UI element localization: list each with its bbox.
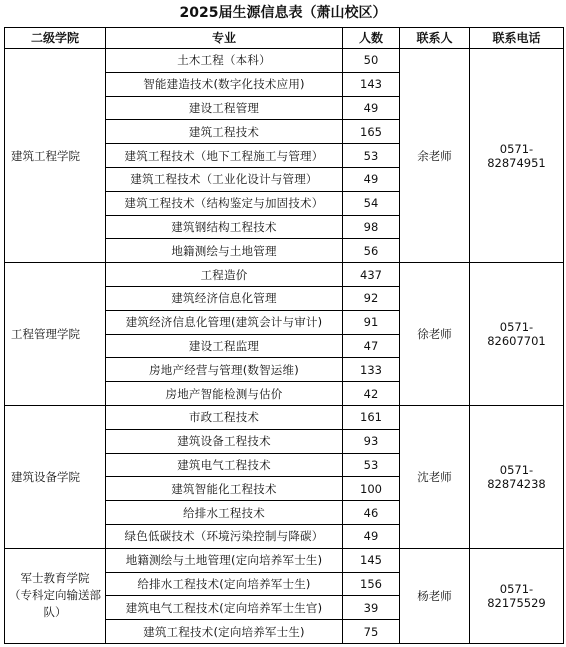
header-college: 二级学院 (5, 28, 106, 49)
count-cell: 75 (343, 620, 400, 644)
phone-cell: 0571-82175529 (470, 548, 564, 643)
major-cell: 建筑经济信息化管理 (106, 286, 343, 310)
count-cell: 161 (343, 405, 400, 429)
major-cell: 建筑钢结构工程技术 (106, 215, 343, 239)
count-cell: 93 (343, 429, 400, 453)
count-cell: 100 (343, 477, 400, 501)
major-cell: 地籍测绘与土地管理 (106, 239, 343, 263)
count-cell: 49 (343, 96, 400, 120)
header-contact: 联系人 (400, 28, 470, 49)
major-cell: 建筑工程技术(定向培养军士生) (106, 620, 343, 644)
count-cell: 156 (343, 572, 400, 596)
major-cell: 绿色低碳技术（环境污染控制与降碳） (106, 524, 343, 548)
contact-cell: 徐老师 (400, 263, 470, 406)
count-cell: 133 (343, 358, 400, 382)
header-phone: 联系电话 (470, 28, 564, 49)
major-cell: 建设工程管理 (106, 96, 343, 120)
count-cell: 42 (343, 382, 400, 406)
phone-cell: 0571-82607701 (470, 263, 564, 406)
major-cell: 建筑经济信息化管理(建筑会计与审计) (106, 310, 343, 334)
count-cell: 53 (343, 144, 400, 168)
major-cell: 建筑电气工程技术(定向培养军士生官) (106, 596, 343, 620)
contact-cell: 余老师 (400, 49, 470, 263)
count-cell: 92 (343, 286, 400, 310)
table-row (5, 263, 564, 287)
count-cell: 56 (343, 239, 400, 263)
count-cell: 49 (343, 167, 400, 191)
major-cell: 建筑工程技术（工业化设计与管理） (106, 167, 343, 191)
table-row (5, 548, 564, 572)
major-cell: 给排水工程技术(定向培养军士生) (106, 572, 343, 596)
major-cell: 建筑工程技术（地下工程施工与管理） (106, 144, 343, 168)
header-major: 专业 (106, 28, 343, 49)
count-cell: 46 (343, 501, 400, 525)
count-cell: 165 (343, 120, 400, 144)
major-cell: 地籍测绘与土地管理(定向培养军士生) (106, 548, 343, 572)
table-body (5, 49, 564, 644)
major-cell: 建筑工程技术 (106, 120, 343, 144)
contact-cell: 沈老师 (400, 405, 470, 548)
count-cell: 437 (343, 263, 400, 287)
major-cell: 建筑电气工程技术 (106, 453, 343, 477)
header-count: 人数 (343, 28, 400, 49)
major-cell: 房地产经营与管理(数智运维) (106, 358, 343, 382)
major-cell: 给排水工程技术 (106, 501, 343, 525)
college-line: 军士教育学院 (20, 571, 90, 586)
major-cell: 土木工程（本科） (106, 49, 343, 73)
info-table (4, 27, 564, 644)
header-row (5, 28, 564, 49)
phone-cell: 0571-82874238 (470, 405, 564, 548)
major-cell: 建筑设备工程技术 (106, 429, 343, 453)
table-row (5, 49, 564, 73)
major-cell: 建筑智能化工程技术 (106, 477, 343, 501)
count-cell: 39 (343, 596, 400, 620)
college-cell (5, 548, 106, 643)
phone-cell: 0571-82874951 (470, 49, 564, 263)
count-cell: 49 (343, 524, 400, 548)
count-cell: 91 (343, 310, 400, 334)
college-cell: 工程管理学院 (5, 263, 106, 406)
major-cell: 房地产智能检测与估价 (106, 382, 343, 406)
count-cell: 53 (343, 453, 400, 477)
college-line: （专科定向输送部队） (9, 588, 101, 620)
major-cell: 工程造价 (106, 263, 343, 287)
count-cell: 145 (343, 548, 400, 572)
major-cell: 市政工程技术 (106, 405, 343, 429)
count-cell: 54 (343, 191, 400, 215)
count-cell: 47 (343, 334, 400, 358)
major-cell: 智能建造技术(数字化技术应用) (106, 72, 343, 96)
page-title: 2025届生源信息表（萧山校区） (179, 5, 387, 21)
count-cell: 98 (343, 215, 400, 239)
contact-cell: 杨老师 (400, 548, 470, 643)
table-row (5, 405, 564, 429)
college-cell: 建筑设备学院 (5, 405, 106, 548)
major-cell: 建筑工程技术（结构鉴定与加固技术） (106, 191, 343, 215)
college-cell: 建筑工程学院 (5, 49, 106, 263)
major-cell: 建设工程监理 (106, 334, 343, 358)
count-cell: 50 (343, 49, 400, 73)
count-cell: 143 (343, 72, 400, 96)
